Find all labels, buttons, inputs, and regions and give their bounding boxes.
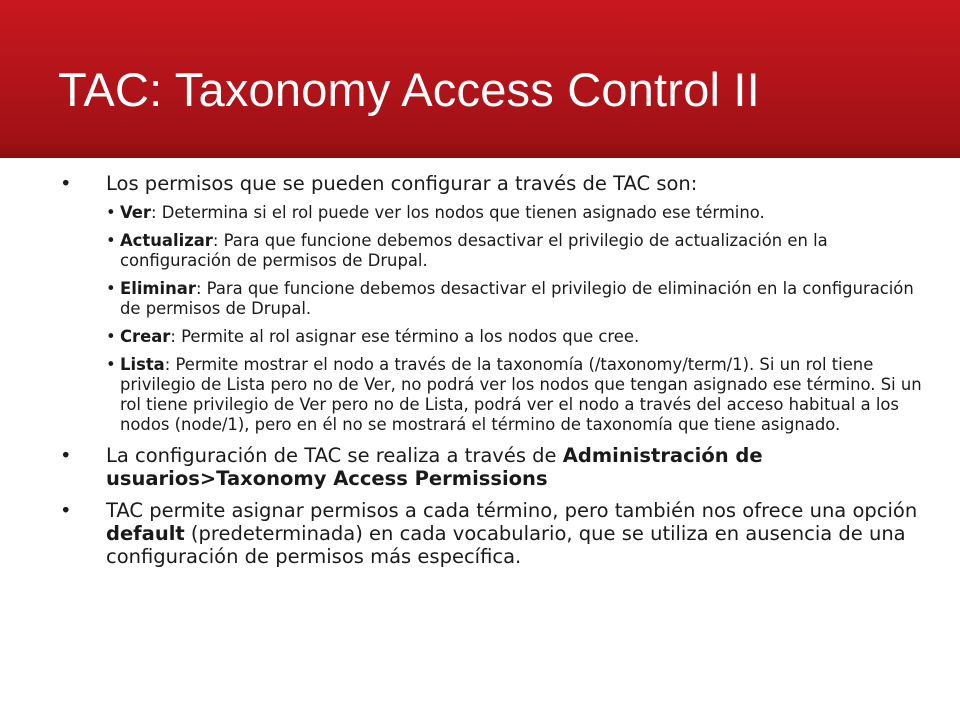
permissions-intro-text: Los permisos que se pueden configurar a través de TAC son:	[106, 172, 698, 195]
title-band	[0, 0, 960, 158]
permission-description: : Para que funcione debemos desactivar el privilegio de eliminación en la configuración de permisos de Drupal.	[120, 279, 914, 318]
list-item-permission-actualizar	[84, 231, 930, 271]
list-item-permission-ver	[84, 203, 930, 223]
permissions-list	[84, 203, 930, 435]
bullet-icon: •	[60, 172, 72, 195]
default-text-after: (predeterminada) en cada vocabulario, que se utiliza en ausencia de una configuración de permisos más específica.	[106, 522, 906, 568]
main-bullet-list	[60, 172, 930, 568]
permission-description: : Permite al rol asignar ese término a los nodos que cree.	[170, 327, 640, 346]
list-item-permission-eliminar	[84, 279, 930, 319]
bullet-icon: •	[106, 203, 116, 222]
permission-name: Actualizar	[120, 231, 213, 250]
list-item-permissions-intro	[60, 172, 930, 435]
permission-description: : Permite mostrar el nodo a través de la taxonomía (/taxonomy/term/1). Si un rol tiene privilegio de Lista pero no de Ver, no podrá ver los nodos que tengan asignado ese término. Si un rol tiene privilegio de Ver pero no de Lista, podrá ver el nodo a través del acceso habitual a los nodos (node/1), pero en él no se mostrará el término de taxonomía que tiene asignado.	[120, 355, 922, 434]
configuration-text: La configuración de TAC se realiza a través de	[106, 444, 563, 467]
slide-content	[60, 172, 930, 577]
permission-description: : Determina si el rol puede ver los nodos que tienen asignado ese término.	[151, 203, 765, 222]
list-item-configuration	[60, 444, 930, 490]
permission-name: Ver	[120, 203, 151, 222]
bullet-icon: •	[106, 355, 116, 374]
slide-title: TAC: Taxonomy Access Control II	[58, 63, 760, 116]
bullet-icon: •	[106, 279, 116, 298]
bullet-icon: •	[60, 444, 72, 467]
default-text-before: TAC permite asignar permisos a cada término, pero también nos ofrece una opción	[106, 499, 918, 522]
permission-name: Eliminar	[120, 279, 196, 298]
list-item-permission-crear	[84, 327, 930, 347]
list-item-default-option	[60, 499, 930, 568]
permission-name: Lista	[120, 355, 165, 374]
bullet-icon: •	[106, 231, 116, 250]
configuration-path: Administración de usuarios>Taxonomy Access Permissions	[106, 444, 763, 490]
list-item-permission-lista	[84, 355, 930, 435]
default-keyword: default	[106, 522, 185, 545]
permission-description: : Para que funcione debemos desactivar el privilegio de actualización en la configuración de permisos de Drupal.	[120, 231, 828, 270]
permission-name: Crear	[120, 327, 171, 346]
bullet-icon: •	[106, 327, 116, 346]
bullet-icon: •	[60, 499, 72, 522]
